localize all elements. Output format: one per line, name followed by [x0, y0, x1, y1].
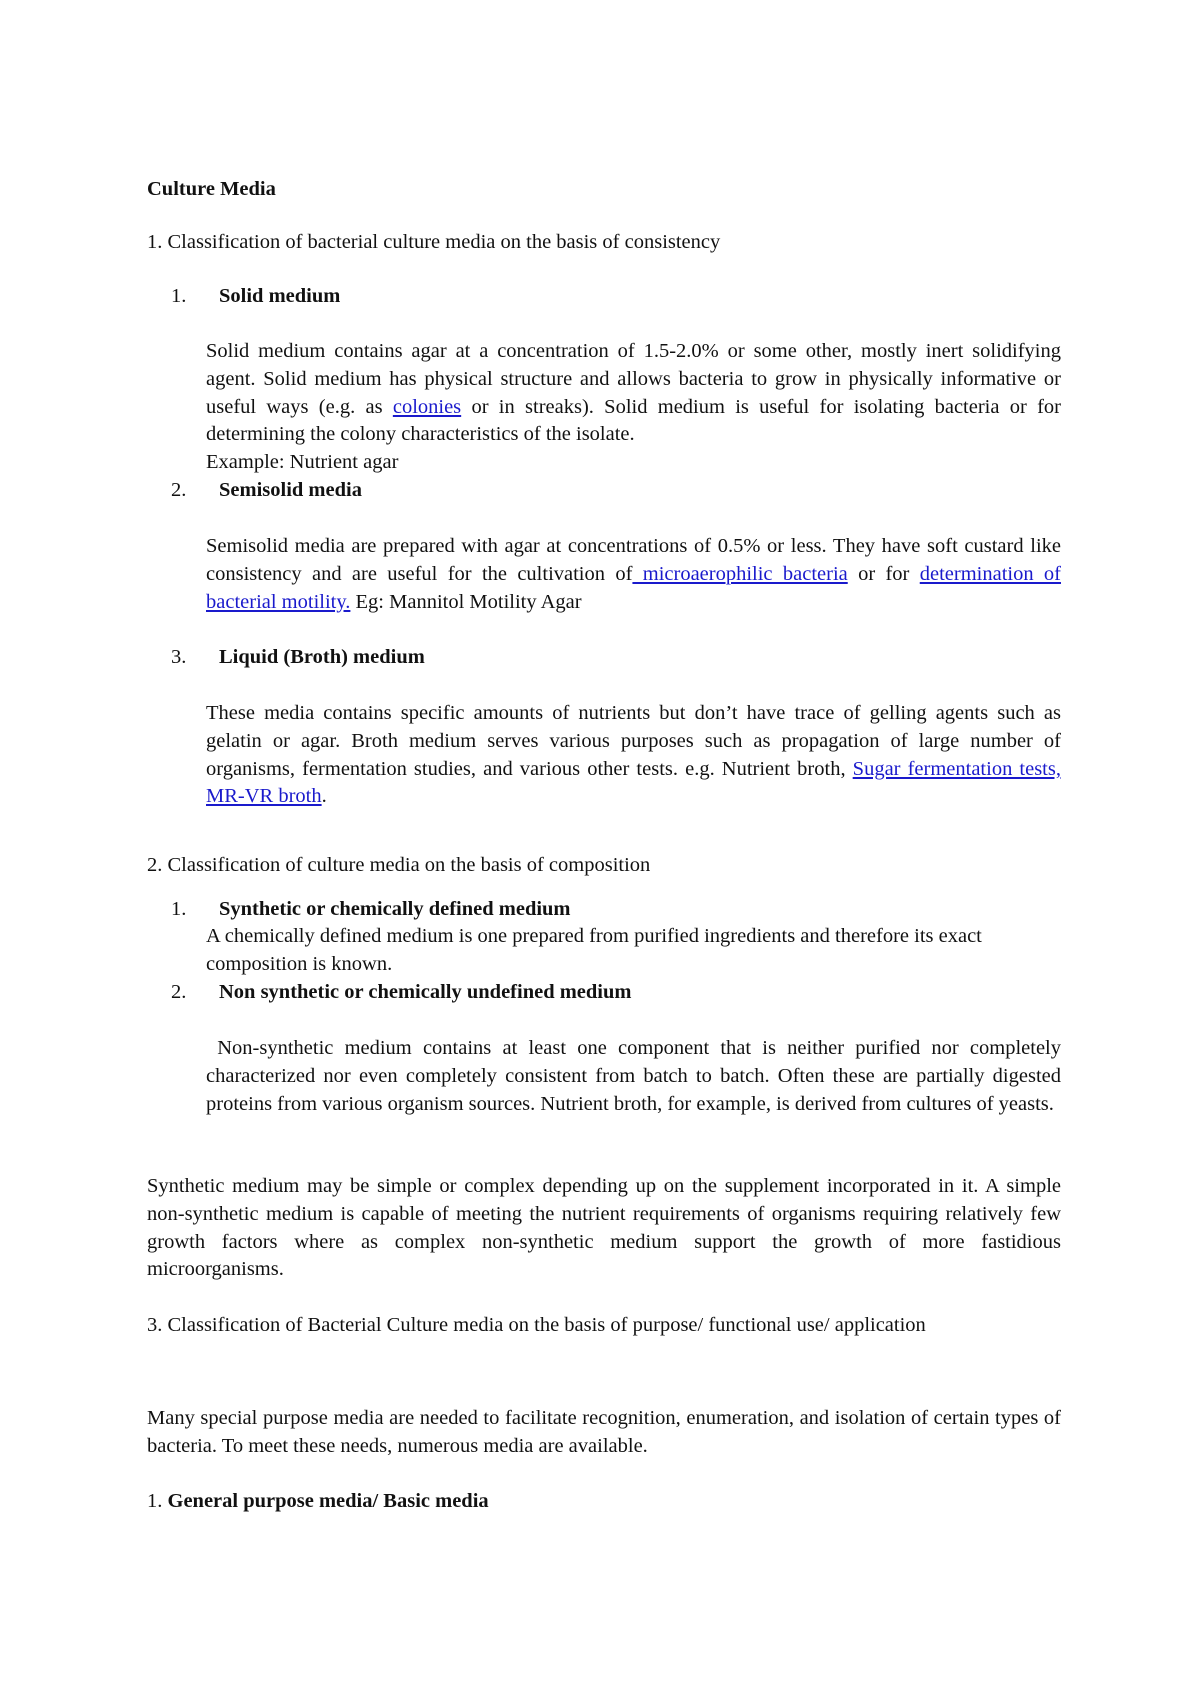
page-title: Culture Media [147, 178, 276, 200]
solid-medium-example: Example: Nutrient agar [206, 451, 399, 473]
sugar-fermentation-tests-link[interactable]: Sugar fermentation tests, [852, 757, 1061, 780]
non-synthetic-medium-label: Non synthetic or chemically undefined medium [219, 981, 632, 1003]
synthetic-medium-text: A chemically defined medium is one prepared from purified ingredients and therefore its exact composition is known. [206, 925, 982, 975]
solid-medium-text-b: or in streaks). Solid medium is useful for isolating bacteria or for determining the colony characteristics of the isolate. [206, 395, 1061, 446]
colonies-link[interactable]: colonies [392, 395, 462, 418]
liquid-broth-medium-label: Liquid (Broth) medium [219, 646, 425, 668]
section-3-heading: 3. Classification of Bacterial Culture media on the basis of purpose/ functional use/ application [147, 1314, 926, 1336]
synthetic-medium-label: Synthetic or chemically defined medium [219, 898, 571, 920]
item-number: 3. [171, 646, 187, 668]
section-1-heading: 1. Classification of bacterial culture media on the basis of consistency [147, 231, 721, 253]
item-number: 2. [171, 479, 187, 501]
semisolid-media-paragraph [206, 533, 1061, 616]
general-purpose-label: General purpose media/ Basic media [167, 1490, 489, 1512]
general-purpose-number: 1. [147, 1490, 168, 1512]
liquid-medium-paragraph [206, 700, 1061, 811]
mr-vr-broth-link[interactable]: MR-VR broth [206, 785, 322, 808]
solid-medium-text-a: Solid medium contains agar at a concentration of 1.5-2.0% or some other, mostly inert solidifying agent. Solid medium has physical structure and allows bacteria to grow in physically informative or useful ways (e.g. as [206, 340, 1061, 418]
solid-medium-label: Solid medium [219, 285, 341, 307]
synthetic-note-paragraph: Synthetic medium may be simple or complex depending up on the supplement incorporated in it. A simple non-synthetic medium is capable of meeting the nutrient requirements of organisms requiring relatively few growth factors where as complex non-synthetic medium support the growth of more fastidious microorganisms. [147, 1175, 1061, 1281]
semisolid-text-b: or for [847, 562, 920, 585]
item-number: 2. [171, 981, 187, 1003]
semisolid-text-c: Eg: Mannitol Motility Agar [350, 590, 582, 613]
general-purpose-media-heading [147, 1488, 489, 1516]
microaerophilic-bacteria-link[interactable]: microaerophilic bacteria [632, 562, 848, 585]
section-3-intro: Many special purpose media are needed to facilitate recognition, enumeration, and isolation of certain types of bacteria. To meet these needs, numerous media are available. [147, 1407, 1061, 1457]
bacterial-motility-link[interactable]: determination of bacterial motility. [206, 562, 1061, 613]
section-2-heading: 2. Classification of culture media on the basis of composition [147, 854, 651, 876]
solid-medium-paragraph [206, 338, 1061, 449]
semisolid-media-label: Semisolid media [219, 479, 362, 501]
semisolid-text-a: Semisolid media are prepared with agar at concentrations of 0.5% or less. They have soft custard like consistency and are useful for the cultivation of [206, 535, 1061, 585]
item-number: 1. [171, 285, 187, 307]
liquid-text-a: These media contains specific amounts of nutrients but don’t have trace of gelling agents such as gelatin or agar. Broth medium serves various purposes such as propagation of large number of organisms, fermentation studies, and various other tests. e.g. Nutrient broth, [206, 702, 1061, 780]
liquid-text-c: . [321, 785, 327, 808]
item-number: 1. [171, 898, 187, 920]
non-synthetic-medium-paragraph: Non-synthetic medium contains at least one component that is neither purified nor completely characterized nor even completely consistent from batch to batch. Often these are partially digested proteins from various organism sources. Nutrient broth, for example, is derived from cultures of yeasts. [206, 1037, 1067, 1115]
